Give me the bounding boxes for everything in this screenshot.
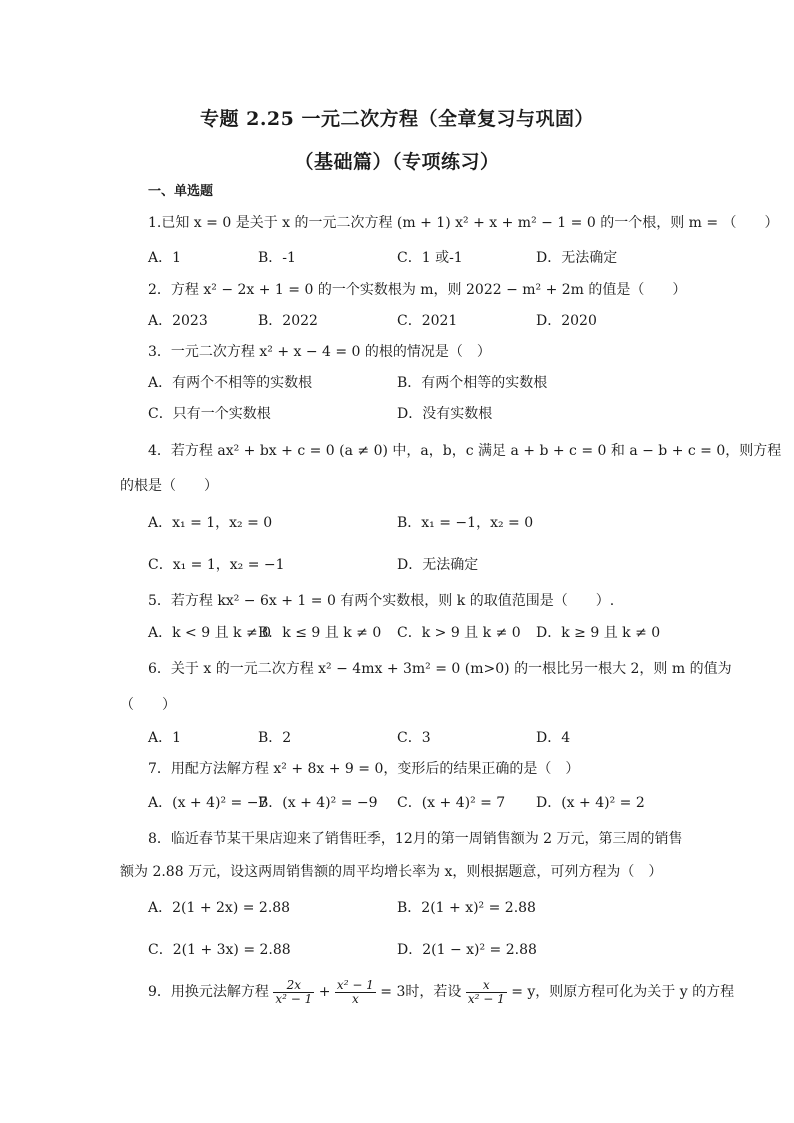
q4-option-c: C．x₁ = 1，x₂ = −1 xyxy=(148,557,285,573)
q1-option-b: B．-1 xyxy=(258,250,296,266)
title-line-2: （基础篇）（专项练习） xyxy=(294,151,500,173)
q5-stem: 5．若方程 kx² − 6x + 1 = 0 有两个实数根，则 k 的取值范围是（ ）. xyxy=(148,593,615,609)
q2-option-d: D．2020 xyxy=(536,313,597,329)
q9-fraction-2-numerator: x² − 1 xyxy=(336,977,374,992)
q9-text-post: = y，则原方程可化为关于 y 的方程 xyxy=(511,984,735,1000)
q2-stem: 2．方程 x² − 2x + 1 = 0 的一个实数根为 m，则 2022 − m² + 2m 的值是（ ） xyxy=(148,282,687,298)
q5-option-a: A．k < 9 且 k ≠ 0 xyxy=(148,625,272,641)
q3-option-d: D．没有实数根 xyxy=(397,406,493,422)
q1-option-a: A．1 xyxy=(148,250,182,266)
q3-stem: 3．一元二次方程 x² + x − 4 = 0 的根的情况是（ ） xyxy=(148,344,491,360)
q9-fraction-3-numerator: x xyxy=(466,979,507,993)
q6-option-c: C．3 xyxy=(397,730,431,746)
q5-option-b: B．k ≤ 9 且 k ≠ 0 xyxy=(258,625,382,641)
q6-stem: 6．关于 x 的一元二次方程 x² − 4mx + 3m² = 0 (m>0) 的一根比另一根大 2，则 m 的值为 xyxy=(148,661,732,677)
q9-fraction-3 xyxy=(466,979,507,1006)
q3-option-c: C．只有一个实数根 xyxy=(148,406,271,422)
q3-option-a: A．有两个不相等的实数根 xyxy=(148,375,313,391)
q8-option-c: C．2(1 + 3x) = 2.88 xyxy=(148,942,291,958)
q4-stem: 4．若方程 ax² + bx + c = 0 (a ≠ 0) 中，a，b，c 满足 a + b + c = 0 和 a − b + c = 0，则方程 xyxy=(148,443,782,459)
q1-option-d: D．无法确定 xyxy=(536,250,618,266)
q7-option-d: D．(x + 4)² = 2 xyxy=(536,795,645,811)
q1-stem: 1.已知 x = 0 是关于 x 的一元二次方程 (m + 1) x² + x + m² − 1 = 0 的一个根，则 m = （ ） xyxy=(148,215,779,231)
q9-plus: + xyxy=(318,984,331,1000)
q4-option-b: B．x₁ = −1，x₂ = 0 xyxy=(397,515,534,531)
q9-text-pre: 9．用换元法解方程 xyxy=(148,984,269,1000)
q4-option-a: A．x₁ = 1，x₂ = 0 xyxy=(148,515,273,531)
q4-option-d: D．无法确定 xyxy=(397,557,479,573)
q9-fraction-2-denominator: x xyxy=(351,991,359,1006)
q9-fraction-3-denominator: x² − 1 xyxy=(467,991,505,1006)
q9-fraction-2 xyxy=(335,979,376,1006)
q7-option-b: B．(x + 4)² = −9 xyxy=(258,795,378,811)
q3-option-b: B．有两个相等的实数根 xyxy=(397,375,548,391)
q5-option-c: C．k > 9 且 k ≠ 0 xyxy=(397,625,521,641)
q6-option-b: B．2 xyxy=(258,730,292,746)
q7-stem: 7．用配方法解方程 x² + 8x + 9 = 0，变形后的结果正确的是（ ） xyxy=(148,761,580,777)
q6-stem-cont: （ ） xyxy=(120,697,176,713)
q2-option-b: B．2022 xyxy=(258,313,318,329)
q5-option-d: D．k ≥ 9 且 k ≠ 0 xyxy=(536,625,661,641)
q8-option-b: B．2(1 + x)² = 2.88 xyxy=(397,900,536,916)
q9-text-mid: = 3时，若设 xyxy=(380,984,462,1000)
q6-option-d: D．4 xyxy=(536,730,571,746)
q8-stem: 8．临近春节某干果店迎来了销售旺季，12月的第一周销售额为 2 万元，第三周的销售 xyxy=(148,831,683,847)
q8-option-d: D．2(1 − x)² = 2.88 xyxy=(397,942,537,958)
q6-option-a: A．1 xyxy=(148,730,182,746)
q4-stem-cont: 的根是（ ） xyxy=(120,478,218,494)
q1-option-c: C．1 或-1 xyxy=(397,250,463,266)
q9-fraction-1 xyxy=(273,979,314,1006)
q2-option-c: C．2021 xyxy=(397,313,458,329)
q9-stem xyxy=(148,970,734,1014)
q2-option-a: A．2023 xyxy=(148,313,208,329)
q7-option-c: C．(x + 4)² = 7 xyxy=(397,795,506,811)
q8-stem-cont: 额为 2.88 万元，设这两周销售额的周平均增长率为 x，则根据题意，可列方程为（ ） xyxy=(120,864,663,880)
q9-fraction-1-numerator: 2x xyxy=(273,979,314,993)
title-line-1: 专题 2.25 一元二次方程（全章复习与巩固） xyxy=(199,108,594,130)
section-heading: 一、单选题 xyxy=(148,184,214,199)
q8-option-a: A．2(1 + 2x) = 2.88 xyxy=(148,900,291,916)
q9-fraction-1-denominator: x² − 1 xyxy=(275,991,313,1006)
q7-option-a: A．(x + 4)² = −7 xyxy=(148,795,268,811)
